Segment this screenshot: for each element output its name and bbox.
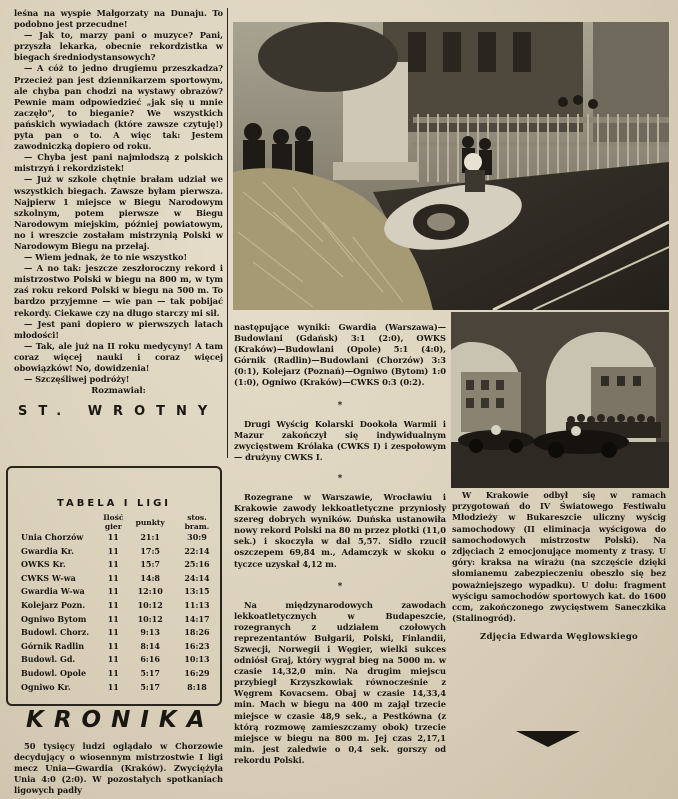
kronika-column	[14, 741, 223, 796]
section-separator: *	[337, 400, 343, 411]
athletics-text: Rozegrane w Warszawie, Wrocławiu i Krakowie zawody lekkoatletyczne przyniosły szereg dobrych wyników. Duńska ustanowiła nowy rekord Polski na 80 m przez płotki (11,0 sek.) i skoczyła w dal 5,57. Sidło rzucił oszczepem 69,84 m., Adamczyk w skoku o tyczce uzyskał 4,12 m.	[234, 491, 446, 569]
table-cell-games: 11	[107, 627, 119, 638]
table-cell-games: 11	[107, 545, 119, 556]
author-signature: ST. WROTNY	[18, 404, 219, 420]
table-cell-points: 21:1	[140, 532, 160, 542]
photo-caption-box	[452, 490, 666, 725]
table-cell-goals: 11:13	[184, 599, 210, 610]
table-row	[19, 572, 220, 586]
table-cell-points: 14:8	[140, 572, 160, 583]
table-cell-team: OWKS Kr.	[21, 559, 66, 570]
continue-arrow-icon	[516, 731, 580, 747]
table-cell-points: 12:10	[137, 586, 163, 597]
table-cell-points: 5:17	[140, 681, 160, 692]
table-cell-team: Budowl. Gd.	[21, 654, 76, 665]
table-cell-goals: 16:29	[184, 667, 210, 678]
interview-paragraph: — A cóż to jedno drugiemu przeszkadza? Przecież pan jest dziennikarzem sportowym, ale chyba pan chodzi na wystawy obrazów? Pewnie mam odpowiedzieć „jak się u mnie zaczęło", to bieganie? We wszystkich pańskich wywiadach (które zawsze czytuję!) pyta pan o to. A więc tak: Jestem zawodniczką dopiero od roku.	[14, 63, 223, 152]
table-cell-goals: 10:13	[184, 654, 210, 665]
table-cell-team: Budowl. Chorz.	[21, 627, 90, 638]
photo-credit: Zdjęcia Edwarda Węglowskiego	[479, 632, 639, 643]
interview-paragraph: — Chyba jest pani najmłodszą z polskich mistrzyń i rekordzistek!	[14, 152, 223, 174]
table-row	[19, 640, 220, 654]
table-cell-games: 11	[107, 599, 119, 610]
table-cell-games: 11	[107, 532, 119, 542]
table-cell-games: 11	[107, 559, 119, 570]
table-row	[19, 585, 220, 599]
table-cell-goals: 14:17	[184, 613, 210, 624]
table-cell-points: 9:13	[140, 627, 160, 638]
kronika-heading: KRONIKA	[26, 707, 215, 733]
table-cell-games: 11	[107, 586, 119, 597]
table-row	[19, 653, 220, 667]
interview-paragraph: leśna na wyspie Małgorzaty na Dunaju. To podobno jest przecudne!	[14, 8, 223, 30]
interview-paragraph: — Już w szkole chętnie brałam udział we wszystkich biegach. Zawsze byłam pierwsza. Najpierw 1 miejsce w Biegu Narodowym szkolnym, potem pierwsze w Biegu Narodowym miejskim, później powiatowym, no i wreszcie zostałam mistrzynią Polski w Narodowym Biegu na przełaj.	[14, 174, 223, 251]
table-row	[19, 599, 220, 613]
interview-paragraph: — Szczęśliwej podróży!	[24, 374, 130, 385]
table-header: Ilość gier	[103, 513, 124, 531]
interview-column	[14, 8, 223, 419]
league-results-text: następujące wyniki: Gwardia (Warszawa)—Budowlani (Gdańsk) 3:1 (2:0), OWKS (Kraków)—Budowlani (Opole) 5:1 (4:0), Górnik (Radlin)—Budowlani (Chorzów) 3:3 (0:1), Kolejarz (Poznań)—Ogniwo (Bytom) 1:0 (1:0), Ogniwo (Kraków)—CWKS 0:3 (0:2).	[234, 322, 446, 388]
table-cell-games: 11	[107, 613, 119, 624]
table-cell-goals: 25:16	[184, 559, 210, 570]
table-header: stos. bram.	[184, 513, 210, 531]
table-cell-goals: 22:14	[184, 545, 210, 556]
budapest-text: Na międzynarodowych zawodach lekkoatletycznych w Budapeszcie, rozegranych z udziałem czołowych reprezentantów Bułgarii, Polski, Finlandii, Szwecji, Norwegii i Węgier, wielki sukces odniósł Graj, który wygrał bieg na 5000 m. w czasie 14,32,0 min. Na drugim miejscu przybiegł Krzyszkowiak równocześnie z Węgrem Kovacsem. Obaj w czasie 14,33,4 min. Mach w biegu na 400 m zajął trzecie miejsce w czasie 48,9 sek., a Pestkówna (z którą rozmowę zamieszczamy obok) trzecie miejsce w biegu na 800 m. Jej czas 2,17,1 min. jest zaledwie o 0,4 sek. gorszy od rekordu Polski.	[234, 599, 446, 765]
league-table	[19, 513, 220, 694]
interview-paragraph: — A no tak: jeszcze zeszłoroczny rekord i mistrzostwo Polski w biegu na 800 m, w tym zaś roku rekord Polski w biegu na 500 m. To bardzo przyjemne — wie pan — tak pobijać rekordy. Ciekawe czy na długo starczy mi sił.	[14, 263, 223, 318]
table-cell-points: 8:14	[140, 640, 160, 651]
table-row	[19, 626, 220, 640]
interview-paragraph: — Tak, ale już na II roku medycyny! A tam coraz więcej nauki i coraz więcej obowiązków! No, dowidzenia!	[14, 340, 223, 373]
table-cell-goals: 24:14	[184, 572, 210, 583]
table-header-row	[19, 513, 220, 531]
table-cell-points: 15:7	[140, 559, 160, 570]
cycling-text: Drugi Wyścig Kolarski Dookoła Warmii i Mazur zakończył się indywidualnym zwycięstwem Królaka (CWKS I) i zespołowym — drużyny CWKS I.	[234, 418, 446, 462]
table-cell-points: 10:12	[137, 613, 163, 624]
table-header: punkty	[135, 517, 165, 527]
race-crash-photo	[233, 22, 669, 310]
interview-paragraph: — Jest pani dopiero w pierwszych latach młodości!	[14, 318, 223, 340]
race-cars-photo	[451, 312, 669, 488]
table-cell-games: 11	[107, 667, 119, 678]
table-cell-games: 11	[107, 640, 119, 651]
table-cell-team: Górnik Radlin	[21, 640, 85, 651]
table-cell-points: 10:12	[137, 599, 163, 610]
table-header	[19, 513, 100, 531]
table-cell-goals: 8:18	[187, 681, 207, 692]
league-table-title: TABELA I LIGI	[56, 498, 172, 509]
table-cell-points: 5:17	[140, 667, 160, 678]
table-cell-goals: 16:23	[184, 640, 210, 651]
interviewer-label: Rozmawiał:	[91, 386, 146, 397]
table-row	[19, 681, 220, 695]
table-row	[19, 613, 220, 627]
table-cell-team: Ogniwo Bytom	[21, 613, 87, 624]
table-row	[19, 558, 220, 572]
interview-paragraph: — Jak to, marzy pani o muzyce? Pani, przyszła lekarka, obecnie rekordzistka w biegach średniodystansowych?	[14, 30, 223, 63]
section-separator: *	[337, 473, 343, 484]
kronika-text: 50 tysięcy ludzi oglądało w Chorzowie decydujący o wiosennym mistrzostwie I ligi mecz Unia—Gwardia (Kraków). Zwyciężyła Unia 4:0 (2:0). W pozostałych spotkaniach ligowych padły	[14, 741, 223, 796]
interview-paragraph: — Wiem jednak, że to nie wszystko!	[24, 252, 188, 263]
race-cars-illustration	[451, 312, 669, 488]
photo-caption-text: W Krakowie odbył się w ramach przygotowań do IV Światowego Festiwalu Młodzieży w Bukareszcie uliczny wyścig samochodowy (II eliminacja wyścigowa do samochodowych mistrzostw Polski). Na zdjęciach 2 emocjonujące momenty z trasy. U góry: kraksa na wirażu (na szczęście dzięki słomianemu zabezpieczeniu obeszło się bez poważniejszego wypadku). U dołu: fragment wyścigu samochodów sportowych kat. do 1600 ccm, zakończonego zwycięstwem Saneczkika (Stalinogród).	[452, 490, 666, 624]
table-cell-goals: 30:9	[187, 532, 207, 542]
race-crash-illustration	[233, 22, 669, 310]
table-cell-team: Gwardia W-wa	[21, 586, 85, 597]
table-cell-goals: 18:26	[184, 627, 210, 638]
table-cell-points: 6:16	[140, 654, 160, 665]
table-cell-points: 17:5	[140, 545, 160, 556]
table-cell-team: Gwardia Kr.	[21, 545, 74, 556]
table-row	[19, 531, 220, 545]
table-cell-games: 11	[107, 681, 119, 692]
table-row	[19, 667, 220, 681]
results-column	[234, 322, 446, 766]
table-cell-team: Unia Chorzów	[21, 532, 84, 542]
table-cell-games: 11	[107, 572, 119, 583]
table-cell-games: 11	[107, 654, 119, 665]
column-divider	[227, 8, 228, 458]
table-cell-team: CWKS W-wa	[21, 572, 76, 583]
league-table-box	[6, 466, 222, 706]
table-row	[19, 545, 220, 559]
table-cell-team: Kolejarz Pozn.	[21, 599, 86, 610]
table-cell-team: Budowl. Opole	[21, 667, 87, 678]
table-cell-goals: 13:15	[184, 586, 210, 597]
section-separator: *	[337, 581, 343, 592]
table-cell-team: Ogniwo Kr.	[21, 681, 71, 692]
